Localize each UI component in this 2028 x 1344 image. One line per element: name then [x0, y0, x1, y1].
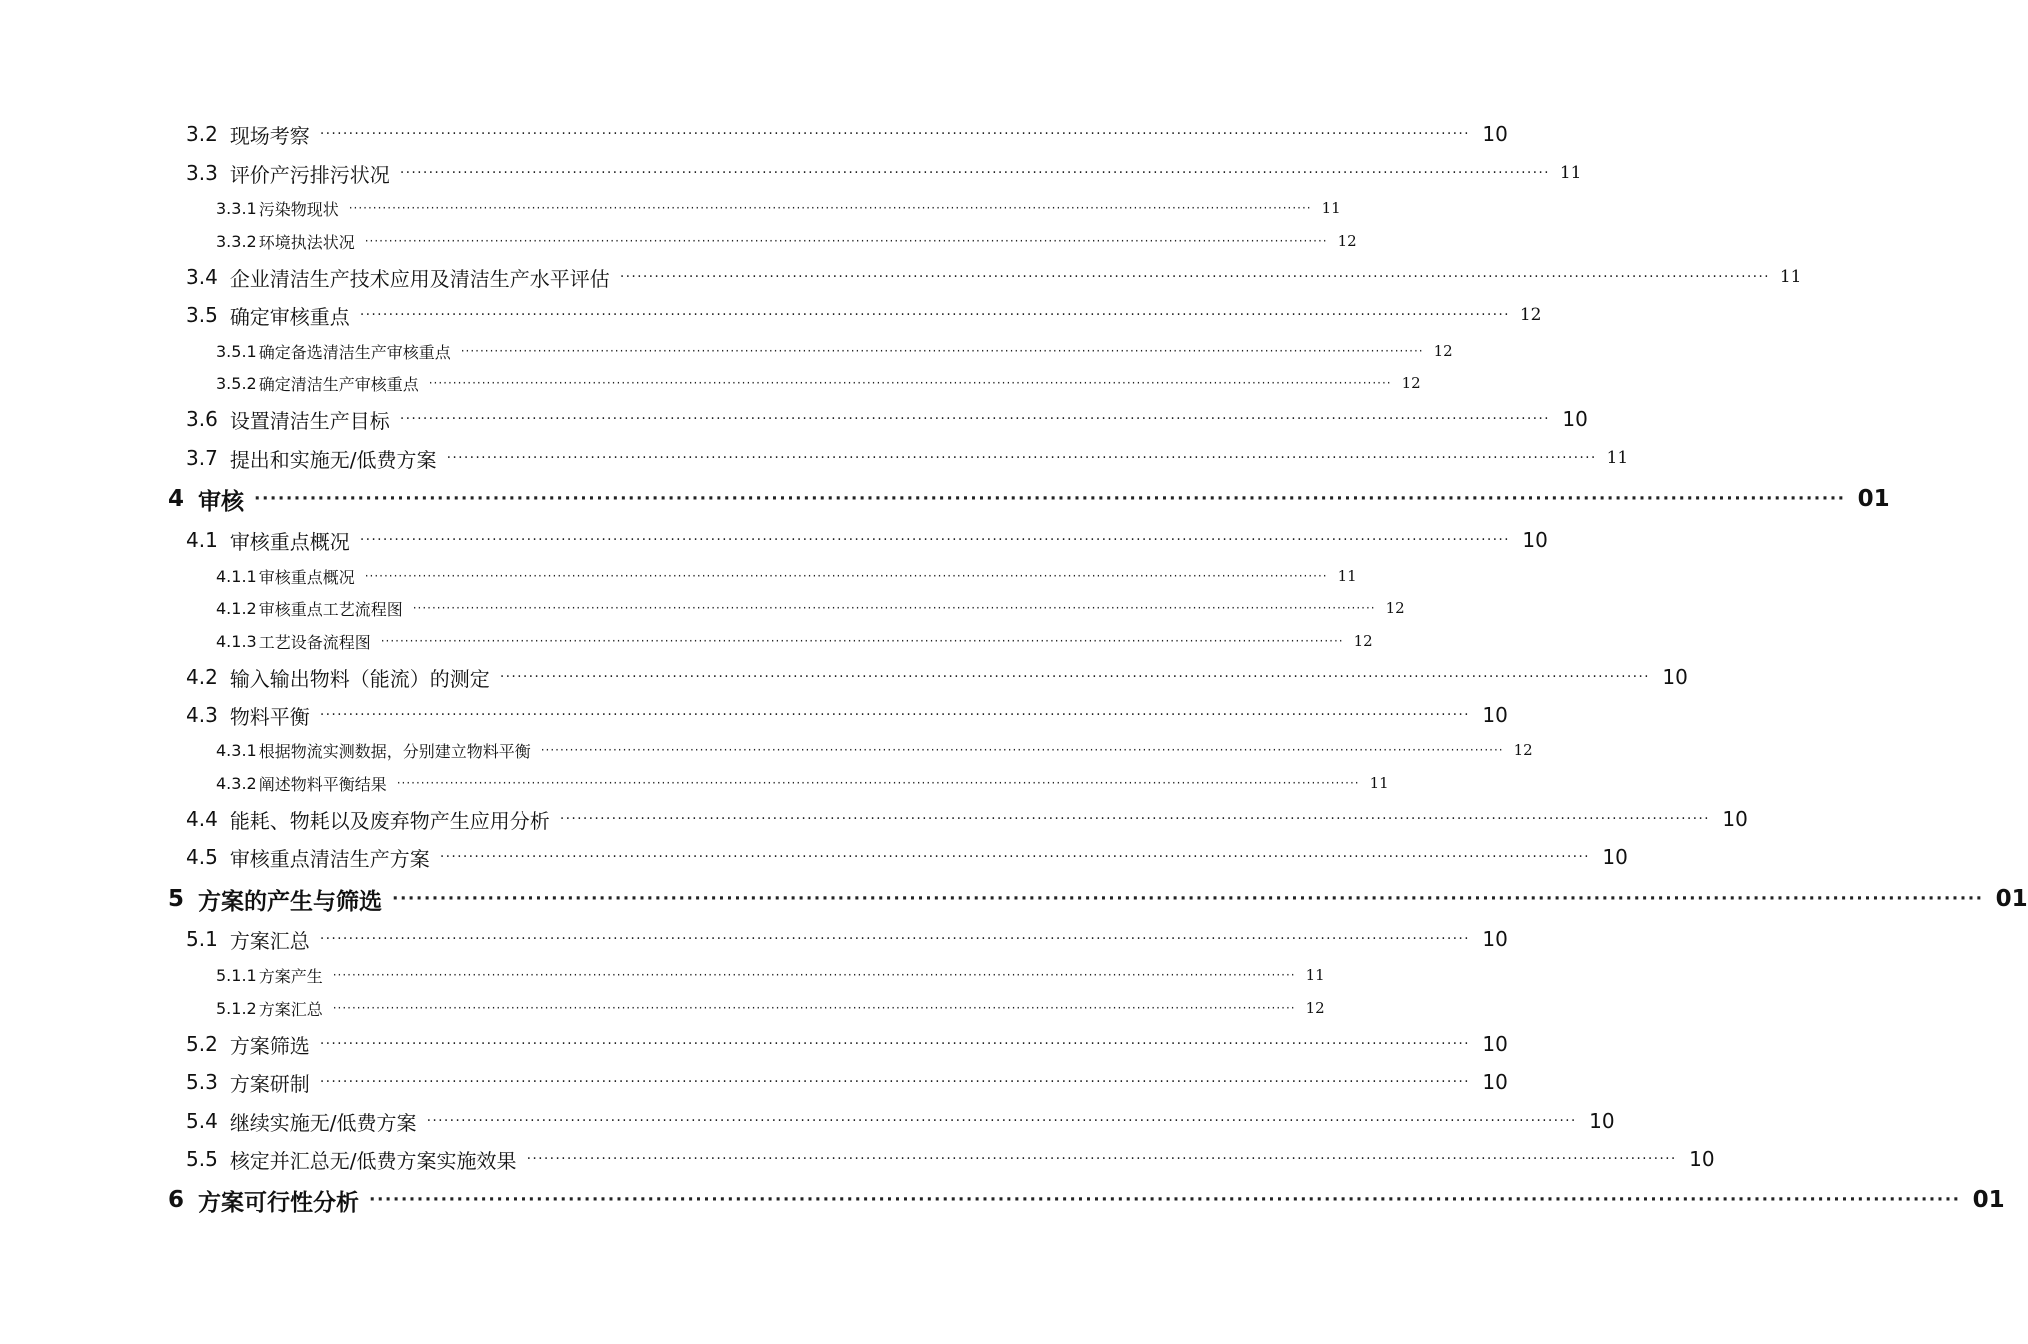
toc-entry-title: 输入输出物料（能流）的测定 [229, 666, 490, 691]
dot-leader: ········································································································································································································ [348, 201, 1312, 215]
toc-entry-title: 企业清洁生产技术应用及清洁生产水平评估 [229, 266, 610, 291]
toc-entry-subsection[interactable] [216, 769, 1389, 797]
toc-entry-page: 10 [1662, 665, 1688, 689]
toc-entry-number: 4.3.1 [216, 740, 257, 760]
toc-entry-title: 确定清洁生产审核重点 [258, 374, 419, 394]
toc-entry-number: 4.3.2 [216, 773, 257, 793]
toc-entry-section[interactable] [186, 442, 1629, 474]
toc-entry-page: 10 [1589, 1109, 1615, 1133]
dot-leader: ········································································································································································································ [426, 1113, 1577, 1129]
toc-entry-title: 核定并汇总无/低费方案实施效果 [229, 1148, 517, 1173]
toc-entry-number: 3.5.1 [216, 341, 257, 361]
dot-leader: ········································································································································································································ [540, 743, 1504, 757]
toc-entry-title: 工艺设备流程图 [258, 632, 371, 652]
toc-entry-number: 3.3.2 [216, 231, 257, 251]
dot-leader: ········································································································································································································ [412, 601, 1376, 615]
toc-entry-number: 3.4 [186, 265, 218, 289]
toc-entry-page: 11 [1606, 448, 1629, 468]
toc-entry-title: 方案产生 [258, 966, 323, 986]
toc-entry-title: 评价产污排污状况 [229, 162, 390, 187]
toc-entry-number: 5 [168, 886, 185, 912]
toc-entry-number: 4.1.2 [216, 598, 257, 618]
toc-entry-section[interactable] [186, 118, 1508, 150]
dot-leader: ········································································································································································································ [619, 269, 1770, 285]
toc-entry-subsection[interactable] [216, 961, 1325, 989]
toc-entry-section[interactable] [186, 157, 1582, 189]
dot-leader: ········································································································································································································ [392, 889, 1984, 909]
toc-entry-number: 4 [168, 486, 185, 512]
toc-entry-page: 12 [1401, 374, 1421, 392]
toc-entry-subsection[interactable] [216, 736, 1533, 764]
dot-leader: ········································································································································································································ [399, 165, 1550, 181]
toc-entry-page: 10 [1689, 1147, 1715, 1171]
toc-entry-title: 审核重点概况 [229, 529, 350, 554]
toc-entry-number: 4.5 [186, 845, 218, 869]
toc-entry-title: 现场考察 [229, 123, 310, 148]
dot-leader: ········································································································································································································ [369, 1190, 1961, 1210]
toc-entry-page: 12 [1353, 632, 1373, 650]
toc-entry-number: 5.5 [186, 1147, 218, 1171]
dot-leader: ········································································································································································································ [559, 811, 1710, 827]
toc-entry-title: 物料平衡 [229, 704, 310, 729]
toc-entry-section[interactable] [186, 699, 1508, 731]
toc-entry-section[interactable] [186, 1105, 1615, 1137]
toc-entry-page: 10 [1482, 1032, 1508, 1056]
toc-entry-title: 能耗、物耗以及废弃物产生应用分析 [229, 808, 550, 833]
dot-leader: ········································································································································································································ [499, 669, 1650, 685]
toc-entry-number: 5.1 [186, 927, 218, 951]
toc-entry-title: 环境执法状况 [258, 232, 355, 252]
toc-entry-number: 3.6 [186, 407, 218, 431]
dot-leader: ········································································································································································································ [380, 634, 1344, 648]
dot-leader: ········································································································································································································ [396, 776, 1360, 790]
toc-entry-section[interactable] [186, 1066, 1508, 1098]
toc-entry-chapter[interactable] [168, 882, 2028, 916]
dot-leader: ········································································································································································································ [319, 1036, 1470, 1052]
dot-leader: ········································································································································································································ [526, 1151, 1677, 1167]
toc-entry-section[interactable] [186, 524, 1548, 556]
dot-leader: ········································································································································································································ [332, 1001, 1296, 1015]
toc-entry-number: 3.3.1 [216, 198, 257, 218]
dot-leader: ········································································································································································································ [319, 126, 1470, 142]
toc-entry-title: 审核 [198, 488, 245, 515]
toc-entry-page: 01 [1995, 886, 2028, 912]
dot-leader: ········································································································································································································ [364, 234, 1328, 248]
toc-entry-page: 01 [1857, 486, 1890, 512]
dot-leader: ········································································································································································································ [428, 376, 1392, 390]
toc-entry-title: 方案汇总 [258, 999, 323, 1019]
toc-entry-page: 11 [1779, 267, 1802, 287]
toc-entry-number: 3.7 [186, 446, 218, 470]
toc-entry-number: 4.3 [186, 703, 218, 727]
toc-entry-page: 12 [1433, 342, 1453, 360]
toc-entry-title: 审核重点清洁生产方案 [229, 846, 430, 871]
toc-entry-subsection[interactable] [216, 194, 1341, 222]
toc-entry-number: 5.3 [186, 1070, 218, 1094]
toc-entry-page: 10 [1482, 122, 1508, 146]
toc-entry-page: 10 [1522, 528, 1548, 552]
toc-entry-subsection[interactable] [216, 337, 1453, 365]
toc-entry-title: 确定备选清洁生产审核重点 [258, 342, 451, 362]
toc-entry-number: 5.4 [186, 1109, 218, 1133]
toc-entry-section[interactable] [186, 299, 1542, 331]
toc-entry-page: 01 [1972, 1187, 2005, 1213]
toc-entry-number: 3.2 [186, 122, 218, 146]
dot-leader: ········································································································································································································ [446, 450, 1597, 466]
toc-entry-page: 12 [1513, 741, 1533, 759]
dot-leader: ········································································································································································································ [399, 411, 1550, 427]
toc-entry-page: 10 [1562, 407, 1588, 431]
toc-entry-subsection[interactable] [216, 227, 1357, 255]
toc-entry-title: 污染物现状 [258, 199, 339, 219]
toc-entry-number: 6 [168, 1187, 185, 1213]
toc-entry-number: 4.2 [186, 665, 218, 689]
toc-entry-number: 3.5.2 [216, 373, 257, 393]
toc-entry-title: 设置清洁生产目标 [229, 408, 390, 433]
toc-entry-page: 11 [1337, 567, 1357, 585]
dot-leader: ········································································································································································································ [254, 489, 1846, 509]
toc-entry-chapter[interactable] [168, 1183, 2005, 1217]
toc-entry-page: 12 [1337, 232, 1357, 250]
toc-entry-subsection[interactable] [216, 562, 1357, 590]
toc-entry-page: 11 [1321, 199, 1341, 217]
toc-entry-page: 12 [1305, 999, 1325, 1017]
dot-leader: ········································································································································································································ [332, 968, 1296, 982]
toc-entry-number: 3.5 [186, 303, 218, 327]
toc-entry-page: 10 [1482, 927, 1508, 951]
toc-entry-page: 11 [1305, 966, 1325, 984]
toc-entry-section[interactable] [186, 841, 1628, 873]
toc-entry-section[interactable] [186, 803, 1748, 835]
toc-entry-title: 方案可行性分析 [198, 1189, 360, 1216]
toc-entry-section[interactable] [186, 923, 1508, 955]
toc-entry-number: 4.4 [186, 807, 218, 831]
toc-entry-title: 确定审核重点 [229, 304, 350, 329]
toc-entry-page: 12 [1385, 599, 1405, 617]
toc-entry-subsection[interactable] [216, 594, 1405, 622]
toc-entry-section[interactable] [186, 403, 1588, 435]
toc-entry-number: 5.2 [186, 1032, 218, 1056]
dot-leader: ········································································································································································································ [439, 849, 1590, 865]
toc-entry-title: 方案研制 [229, 1071, 310, 1096]
toc-entry-page: 10 [1482, 703, 1508, 727]
dot-leader: ········································································································································································································ [364, 569, 1328, 583]
toc-entry-page: 11 [1559, 163, 1582, 183]
toc-entry-subsection[interactable] [216, 994, 1325, 1022]
toc-entry-section[interactable] [186, 261, 1802, 293]
toc-entry-section[interactable] [186, 1028, 1508, 1060]
toc-entry-title: 审核重点工艺流程图 [258, 599, 403, 619]
toc-entry-subsection[interactable] [216, 369, 1421, 397]
dot-leader: ········································································································································································································ [460, 344, 1424, 358]
toc-entry-number: 4.1 [186, 528, 218, 552]
toc-entry-number: 4.1.3 [216, 631, 257, 651]
toc-entry-section[interactable] [186, 661, 1688, 693]
toc-entry-page: 11 [1369, 774, 1389, 792]
toc-entry-title: 方案汇总 [229, 928, 310, 953]
toc-entry-number: 4.1.1 [216, 566, 257, 586]
toc-entry-number: 5.1.1 [216, 965, 257, 985]
dot-leader: ········································································································································································································ [359, 532, 1510, 548]
toc-entry-number: 3.3 [186, 161, 218, 185]
toc-entry-page: 10 [1602, 845, 1628, 869]
dot-leader: ········································································································································································································ [319, 1074, 1470, 1090]
toc-entry-subsection[interactable] [216, 627, 1373, 655]
toc-entry-title: 提出和实施无/低费方案 [229, 447, 437, 472]
toc-entry-title: 继续实施无/低费方案 [229, 1110, 417, 1135]
toc-entry-section[interactable] [186, 1143, 1715, 1175]
dot-leader: ········································································································································································································ [359, 307, 1510, 323]
toc-entry-page: 10 [1722, 807, 1748, 831]
dot-leader: ········································································································································································································ [319, 931, 1470, 947]
toc-entry-title: 方案的产生与筛选 [198, 888, 383, 915]
toc-entry-title: 根据物流实测数据，分别建立物料平衡 [258, 741, 531, 761]
dot-leader: ········································································································································································································ [319, 707, 1470, 723]
toc-entry-page: 12 [1519, 305, 1542, 325]
toc-entry-chapter[interactable] [168, 482, 1890, 516]
toc-entry-title: 方案筛选 [229, 1033, 310, 1058]
toc-entry-number: 5.1.2 [216, 998, 257, 1018]
toc-entry-page: 10 [1482, 1070, 1508, 1094]
toc-entry-title: 审核重点概况 [258, 567, 355, 587]
toc-entry-title: 阐述物料平衡结果 [258, 774, 387, 794]
